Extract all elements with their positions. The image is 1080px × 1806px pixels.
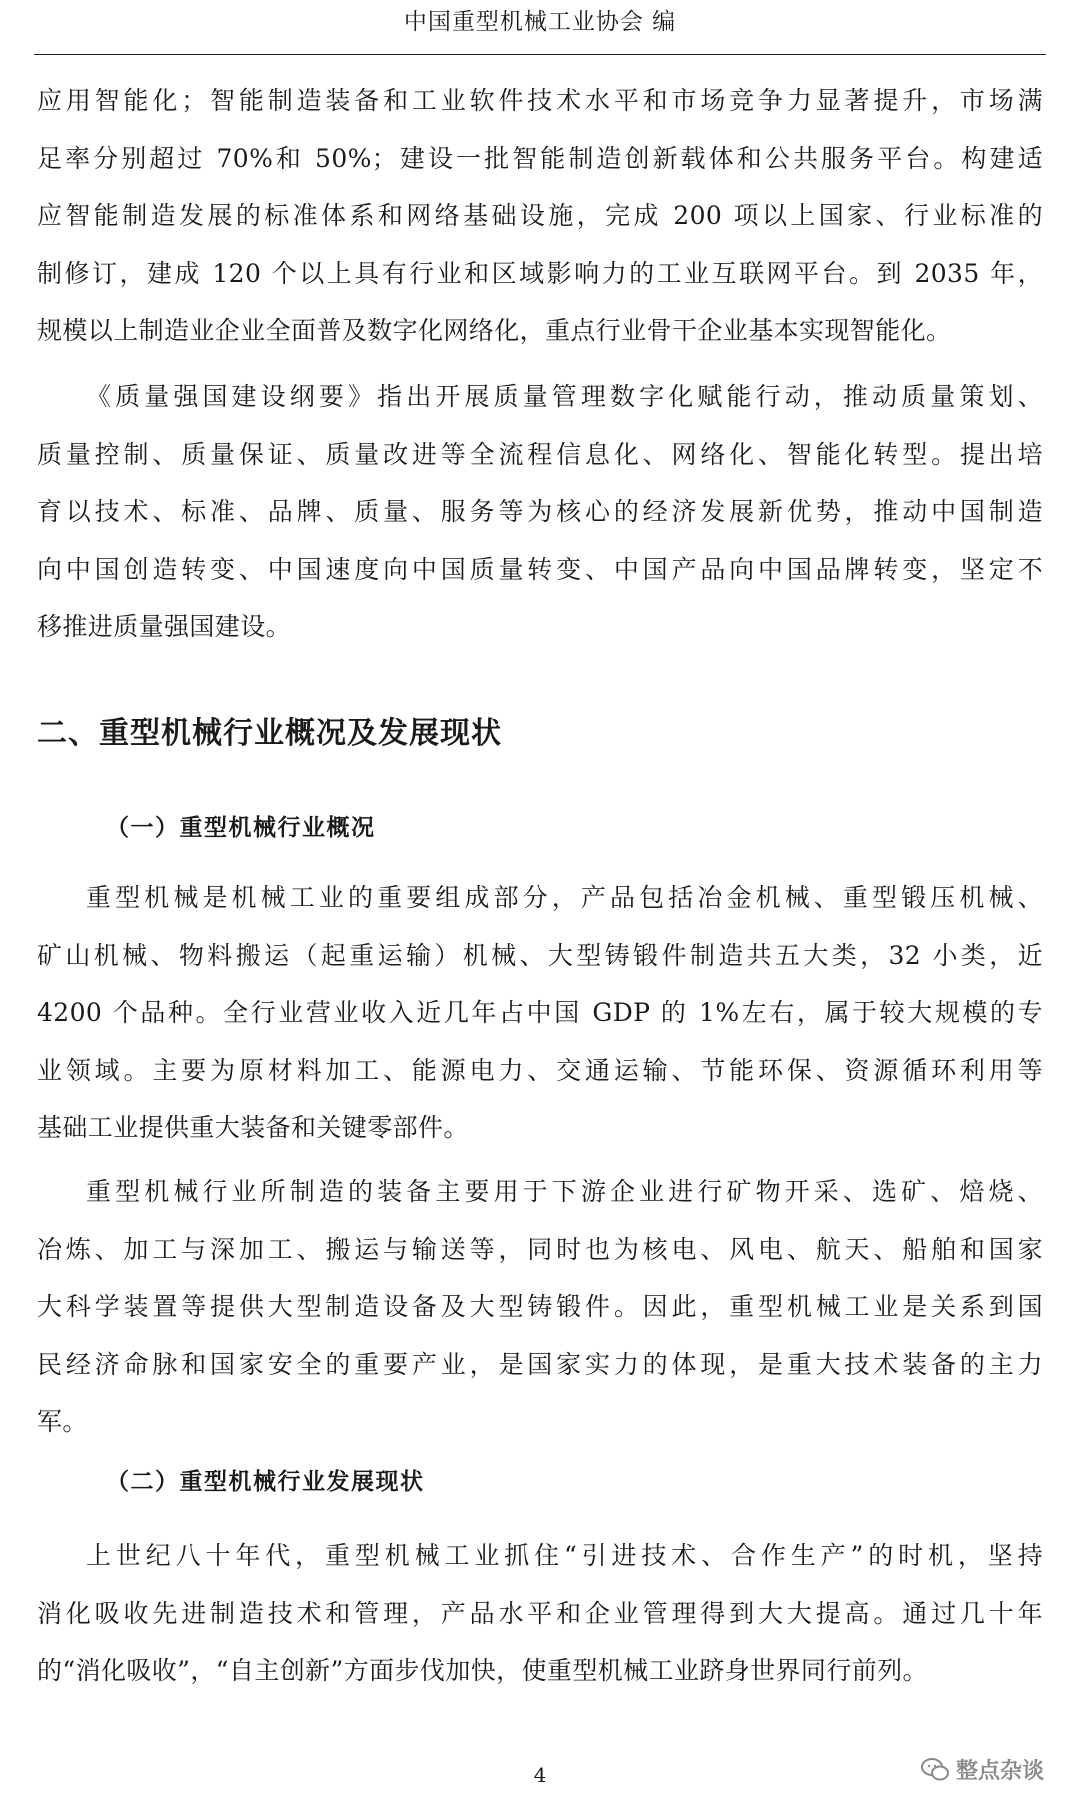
text-line: 上世纪八十年代，重型机械工业抓住“引进技术、合作生产”的时机，坚持 [86,1541,1043,1570]
text-line: 大科学装置等提供大型制造设备及大型铸锻件。因此，重型机械工业是关系到国 [37,1292,1043,1321]
quality-paragraph [37,368,1043,656]
text-line: 足率分别超过 70%和 50%；建设一批智能制造创新载体和公共服务平台。构建适 [37,143,1043,173]
text-line: 重型机械行业所制造的装备主要用于下游企业进行矿物开采、选矿、焙烧、 [86,1177,1043,1206]
text-line: 矿山机械、物料搬运（起重运输）机械、大型铸锻件制造共五大类，32 小类，近 [37,940,1043,970]
section-heading: 二、重型机械行业概况及发展现状 [37,716,502,751]
text-line: 冶炼、加工与深加工、搬运与输送等，同时也为核电、风电、航天、船舶和国家 [37,1234,1043,1264]
text-line: 业领域。主要为原材料加工、能源电力、交通运输、节能环保、资源循环利用等 [37,1055,1043,1085]
text-line: 军。 [37,1407,88,1436]
text-line: 应用智能化；智能制造装备和工业软件技术水平和市场竞争力显著提升，市场满 [37,86,1043,115]
text-line: 育以技术、标准、品牌、质量、服务等为核心的经济发展新优势，推动中国制造 [37,497,1043,526]
text-line: 4200 个品种。全行业营业收入近几年占中国 GDP 的 1%左右，属于较大规模的专 [37,998,1043,1027]
text-line: 基础工业提供重大装备和关键零部件。 [37,1113,469,1142]
subsection-heading: （二）重型机械行业发展现状 [106,1469,425,1495]
text-line: 应智能制造发展的标准体系和网络基础设施，完成 200 项以上国家、行业标准的 [37,201,1043,230]
watermark [920,1754,1044,1785]
text-line: 重型机械是机械工业的重要组成部分，产品包括冶金机械、重型锻压机械、 [86,883,1043,912]
subsection-heading: （一）重型机械行业概况 [106,815,376,841]
page-header: 中国重型机械工业协会 编 [403,9,677,35]
text-line: 质量控制、质量保证、质量改进等全流程信息化、网络化、智能化转型。提出培 [37,439,1043,469]
overview-paragraph-2 [37,1163,1043,1451]
status-paragraph [37,1527,1043,1700]
overview-paragraph-1 [37,869,1043,1157]
page-number: 4 [533,1763,547,1787]
text-line: 民经济命脉和国家安全的重要产业，是国家实力的体现，是重大技术装备的主力 [37,1349,1043,1379]
header-divider [34,54,1046,55]
text-line: 规模以上制造业企业全面普及数字化网络化，重点行业骨干企业基本实现智能化。 [37,316,952,345]
text-line: 制修订，建成 120 个以上具有行业和区域影响力的工业互联网平台。到 2035 年， [37,258,1043,288]
text-line: 移推进质量强国建设。 [37,612,292,641]
text-line: 向中国创造转变、中国速度向中国质量转变、中国产品向中国品牌转变，坚定不 [37,554,1043,584]
text-line: 《质量强国建设纲要》指出开展质量管理数字化赋能行动，推动质量策划、 [86,382,1043,411]
wechat-icon [920,1757,950,1783]
text-line: 消化吸收先进制造技术和管理，产品水平和企业管理得到大大提高。通过几十年 [37,1598,1043,1628]
intro-paragraph [37,72,1043,360]
watermark-text: 整点杂谈 [956,1759,1045,1784]
text-line: 的“消化吸收”，“自主创新”方面步伐加快，使重型机械工业跻身世界同行前列。 [37,1656,928,1685]
